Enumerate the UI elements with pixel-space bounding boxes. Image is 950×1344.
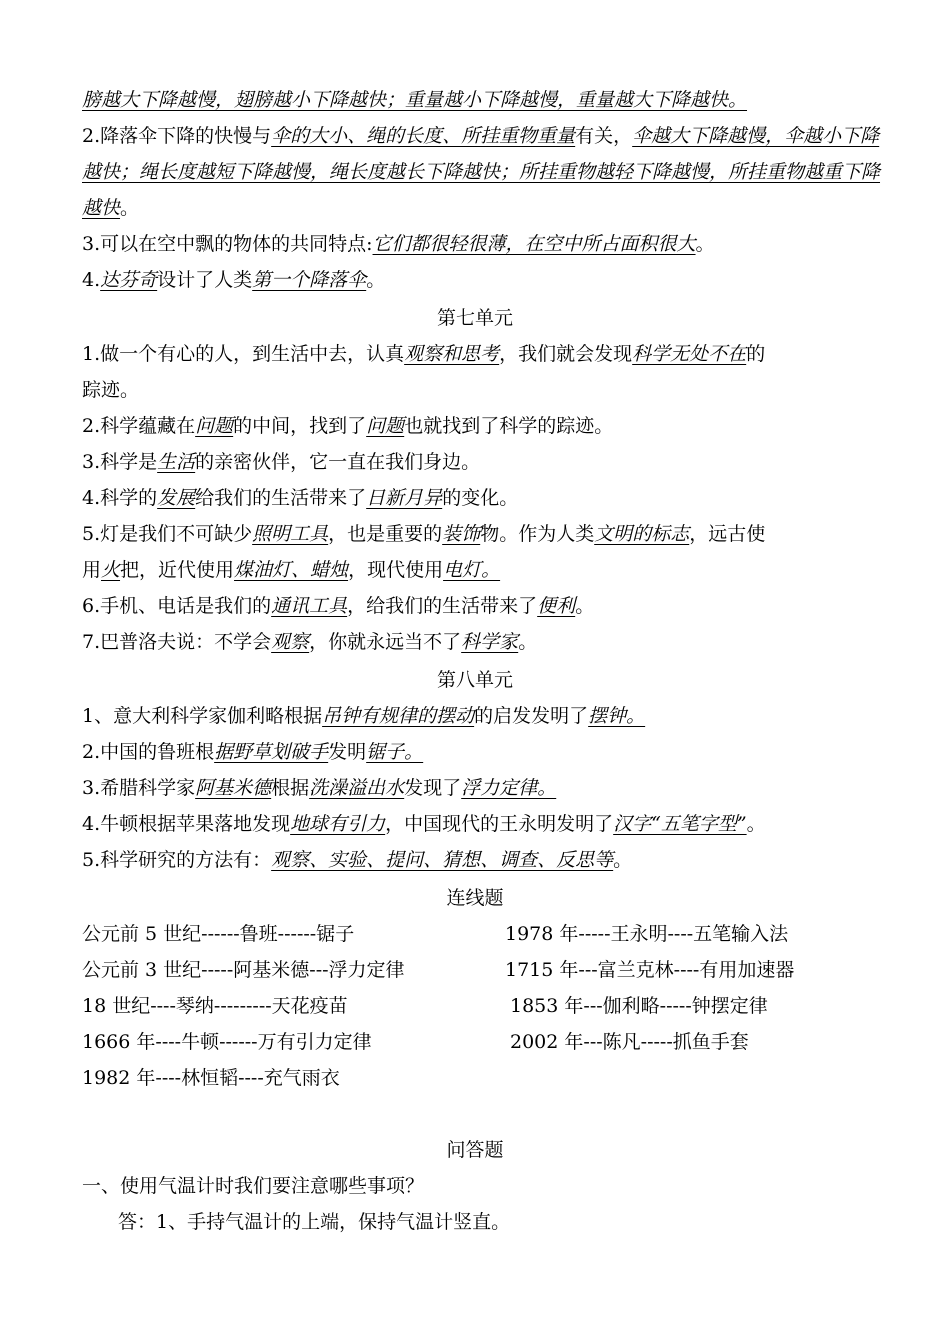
question-text: 2.科学蕴藏在 [82,415,196,437]
unit8-item-4 [82,806,892,842]
matching-right-item: 1853 年---伽利略-----钟摆定律 [510,995,768,1017]
answer-text: 第一个降落伞 [252,269,367,291]
question-text: 7.巴普洛夫说：不学会 [82,631,272,653]
answer-text: 洗澡溢出水 [309,777,405,799]
question-text: 3.科学是 [82,451,158,473]
answer-text: 电灯。 [443,559,501,581]
unit7-item-2 [82,408,892,444]
question-text: 的亲密伙伴，它一直在我们身边。 [195,451,481,473]
answer-text: 膀越大下降越慢，翅膀越小下降越快；重量越小下降越慢，重量越大下降越快。 [82,89,748,111]
answer-text: 锯子。 [366,741,424,763]
matching-right-item: 1715 年---富兰克林----有用加速器 [505,959,795,981]
question-text: ，给我们的生活带来了 [347,595,538,617]
answer-text: 地球有引力 [290,813,386,835]
question-text: 。 [613,849,633,871]
unit7-item-1 [82,336,892,372]
question-text: 1.做一个有心的人，到生活中去，认真 [82,343,405,365]
question-text: ，远古使 [689,523,766,545]
item-2 [82,118,892,226]
question-text: 。 [575,595,595,617]
question-text: 给我们的生活带来了 [195,487,367,509]
answer-text: 火 [101,559,121,581]
question-text: 。 [695,233,715,255]
question-text: 的启发发明了 [474,705,589,727]
question-text: ，你就永远当不了 [309,631,462,653]
answer-text: 问题 [366,415,405,437]
unit8-item-1 [82,698,892,734]
answer-text: 观察 [271,631,310,653]
item-4: 4.达芬奇设计了人类第一个降落伞。 [82,269,386,291]
answer-text: 据野草划破手 [214,741,329,763]
unit7-item-5-cont [82,552,892,588]
question-text: 把，近代使用 [120,559,235,581]
unit7-item-4 [82,480,892,516]
matching-heading: 连线题 [446,887,504,909]
unit7-item-3 [82,444,892,480]
answer-text: 它们都很轻很薄，在空中所占面积很大 [372,233,696,255]
question-text: 根据 [271,777,310,799]
question-text: 也就找到了科学的踪迹。 [404,415,614,437]
matching-left-item: 公元前 5 世纪------鲁班------锯子 [82,923,355,945]
unit7-item-1-cont: 踪迹。 [82,379,140,401]
question-text: 。 [518,631,538,653]
matching-left-item: 18 世纪----琴纳---------天花疫苗 [82,995,348,1017]
question-text: 4.科学的 [82,487,158,509]
question-text: 2.降落伞下降的快慢与 [82,125,272,147]
answer-text: 生活 [157,451,196,473]
answer-text: 浮力定律。 [461,777,557,799]
question-text: 物。作为人类 [480,523,595,545]
matching-left-item: 1982 年----林恒韬----充气雨衣 [82,1067,340,1089]
unit8-item-2 [82,734,892,770]
answer-text: 通讯工具 [271,595,348,617]
question-text: 。 [746,813,766,835]
question-text: 。 [120,197,140,219]
answer-text: 达芬奇 [100,269,158,291]
answer-text: 日新月异 [366,487,443,509]
matching-left-item: 公元前 3 世纪-----阿基米德---浮力定律 [82,959,405,981]
matching-right-item: 2002 年---陈凡-----抓鱼手套 [510,1031,749,1053]
qa-question-1: 一、使用气温计时我们要注意哪些事项？ [82,1175,425,1197]
question-text: 5.灯是我们不可缺少 [82,523,253,545]
matching-left-item: 1666 年----牛顿------万有引力定律 [82,1031,372,1053]
question-text: 3.可以在空中飘的物体的共同特点: [82,233,373,255]
unit8-item-5 [82,842,892,878]
question-text: 3.希腊科学家 [82,777,196,799]
question-text: 5.科学研究的方法有： [82,849,272,871]
item-3 [82,226,892,262]
answer-text: 观察、实验、提问、猜想、调查、反思等 [271,849,614,871]
question-text: 1、意大利科学家伽利略根据 [82,705,323,727]
question-text: 2.中国的鲁班根 [82,741,215,763]
unit8-item-3 [82,770,892,806]
question-text: ，我们就会发现 [499,343,633,365]
qa-answer-1: 答：1、手持气温计的上端，保持气温计竖直。 [118,1211,511,1233]
answer-text: 伞的大小、绳的长度、所挂重物重量 [271,125,576,147]
answer-text: 问题 [195,415,234,437]
unit7-item-7 [82,624,892,660]
question-text: 设计了人类 [157,269,253,291]
answer-text: 伞越大下降越慢，伞越小下降越快；绳长度越短下降越慢，绳长度越长下降越快；所挂重物越轻下降越慢，所挂重物越重下降越快 [82,125,881,219]
question-text: 4.牛顿根据苹果落地发现 [82,813,291,835]
answer-text: 科学家 [461,631,519,653]
unit7-item-5 [82,516,892,552]
question-text: ，中国现代的王永明发明了 [385,813,614,835]
question-text: 有关， [575,125,633,147]
question-text: 6.手机、电话是我们的 [82,595,272,617]
question-text: 发现了 [404,777,462,799]
answer-text: 文明的标志 [594,523,690,545]
matching-right-item: 1978 年-----王永明----五笔输入法 [505,923,789,945]
answer-text: 装饰 [442,523,481,545]
question-text: 。 [366,269,386,291]
answer-text: 科学无处不在 [632,343,747,365]
question-text: ，也是重要的 [328,523,443,545]
answer-text: 煤油灯、蜡烛 [234,559,349,581]
answer-text: 便利 [537,595,576,617]
continuation-line [82,82,892,118]
question-text: 的 [746,343,766,365]
question-text: 的中间，找到了 [233,415,367,437]
question-text: ，现代使用 [348,559,444,581]
unit8-heading: 第八单元 [436,669,513,691]
question-text: 用 [82,559,102,581]
qa-heading: 问答题 [446,1139,504,1161]
answer-text: 发展 [157,487,196,509]
unit7-item-6 [82,588,892,624]
answer-text: 观察和思考 [404,343,500,365]
question-text: 的变化。 [442,487,519,509]
answer-text: 吊钟有规律的摆动 [322,705,475,727]
answer-text: 阿基米德 [195,777,272,799]
answer-text: 照明工具 [252,523,329,545]
question-text: 发明 [328,741,367,763]
answer-text: 摆钟。 [588,705,646,727]
unit7-heading: 第七单元 [436,307,513,329]
answer-text: 汉字“五笔字型” [613,813,747,835]
